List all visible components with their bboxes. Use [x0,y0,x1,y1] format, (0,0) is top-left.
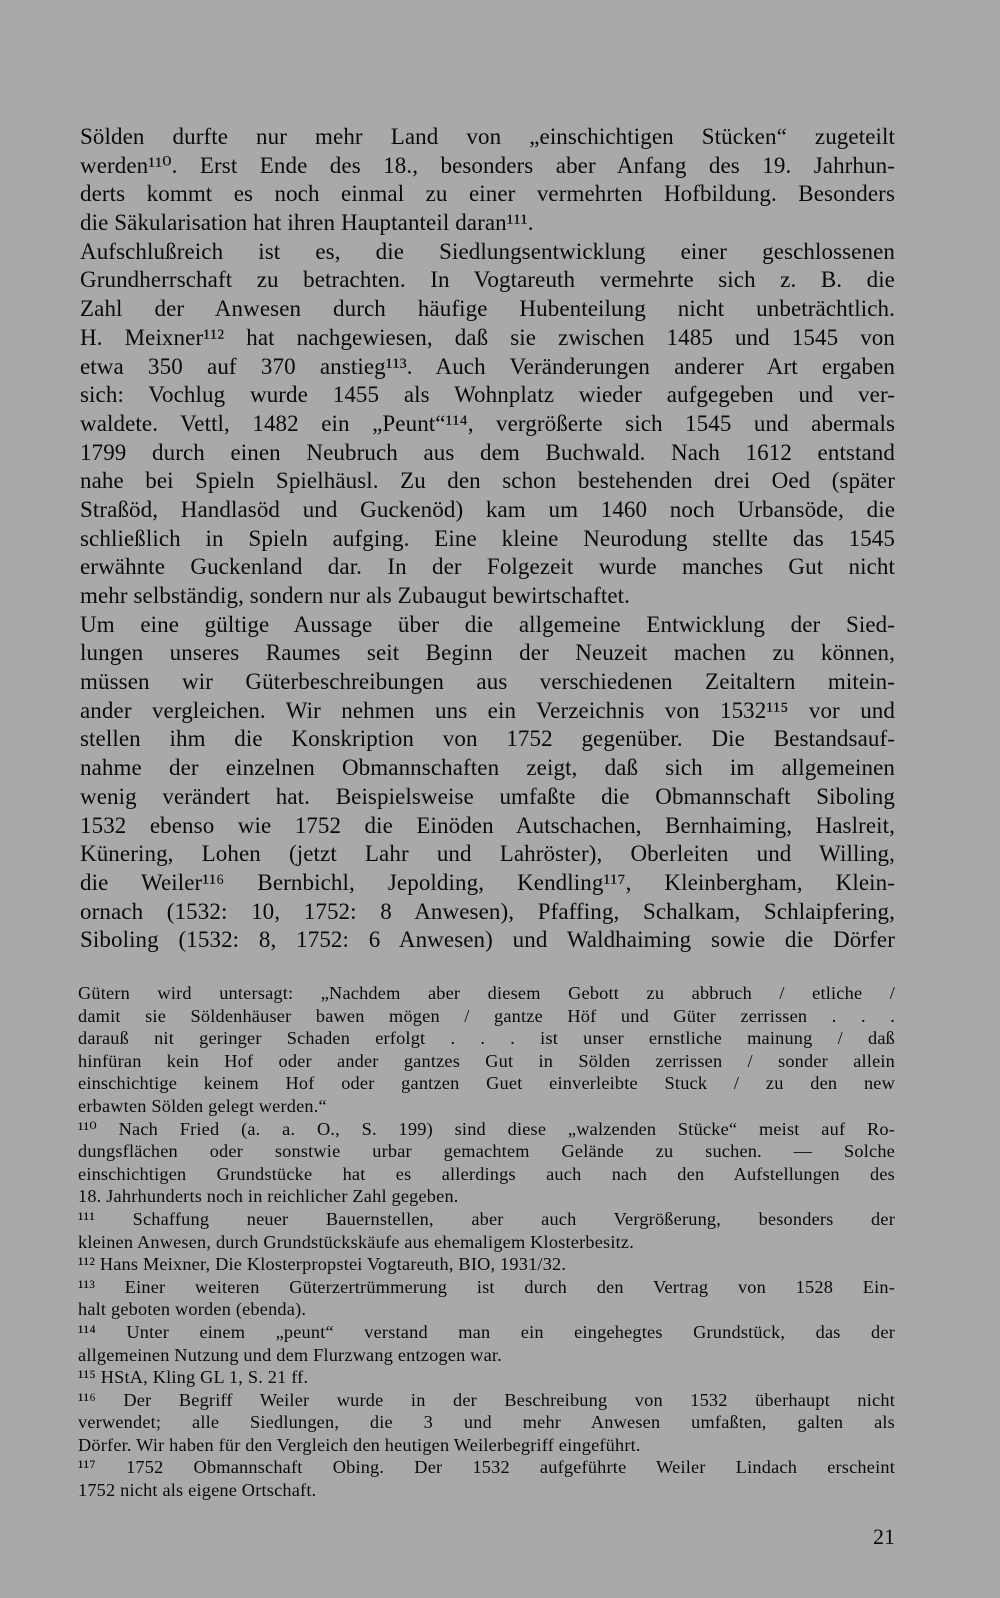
body-text-line: erwähnte Guckenland dar. In der Folgezeit wurde manches Gut nicht [80,554,895,580]
body-text-line: Aufschlußreich ist es, die Siedlungsentwicklung einer geschlossenen [80,238,895,264]
footnotes-section [78,982,895,1502]
body-text-line: wenig verändert hat. Beispielsweise umfaßte die Obmannschaft Siboling [80,783,895,809]
body-text-line: Grundherrschaft zu betrachten. In Vogtareuth vermehrte sich z. B. die [80,267,895,293]
footnote-line: hinfüran kein Hof oder ander gantzes Gut in Sölden zerrissen / sonder allein [78,1050,895,1071]
body-text-line: waldete. Vettl, 1482 ein „Peunt“¹¹⁴, vergrößerte sich 1545 und abermals [80,410,895,436]
body-text-line: etwa 350 auf 370 anstieg¹¹³. Auch Veränderungen anderer Art ergaben [80,353,895,379]
body-text-line: Künering, Lohen (jetzt Lahr und Lahröster), Oberleiten und Willing, [80,841,895,867]
footnote-line: ¹¹⁷ 1752 Obmannschaft Obing. Der 1532 aufgeführte Weiler Lindach erscheint [78,1457,895,1478]
body-text-line: ornach (1532: 10, 1752: 8 Anwesen), Pfaffing, Schalkam, Schlaipfering, [80,898,895,924]
footnote-line: ¹¹⁵ HStA, Kling GL 1, S. 21 ff. [78,1367,309,1388]
body-text-line: die Säkularisation hat ihren Hauptanteil daran¹¹¹. [80,210,534,236]
body-text-line: H. Meixner¹¹² hat nachgewiesen, daß sie zwischen 1485 und 1545 von [80,324,895,350]
footnote-line: ¹¹³ Einer weiteren Güterzertrümmerung ist durch den Vertrag von 1528 Ein- [78,1276,895,1297]
footnote-line: ¹¹² Hans Meixner, Die Klosterpropstei Vogtareuth, BIO, 1931/32. [78,1254,567,1275]
footnote-line: ¹¹⁴ Unter einem „peunt“ verstand man ein eingehegtes Grundstück, das der [78,1321,895,1342]
body-text-line: Siboling (1532: 8, 1752: 6 Anwesen) und Waldhaiming sowie die Dörfer [80,927,895,953]
footnote-line: Dörfer. Wir haben für den Vergleich den heutigen Weilerbegriff eingeführt. [78,1434,641,1455]
footnote-line: dungsflächen oder sonstwie urbar gemachtem Gelände zu suchen. — Solche [78,1141,895,1162]
body-text-line: die Weiler¹¹⁶ Bernbichl, Jepolding, Kendling¹¹⁷, Kleinbergham, Klein- [80,869,895,895]
footnote-line: ¹¹⁶ Der Begriff Weiler wurde in der Beschreibung von 1532 überhaupt nicht [78,1389,895,1410]
body-text-line: Straßöd, Handlasöd und Guckenöd) kam um 1460 noch Urbansöde, die [80,496,895,522]
body-text-line: stellen ihm die Konskription von 1752 gegenüber. Die Bestandsauf- [80,726,895,752]
body-text-line: derts kommt es noch einmal zu einer vermehrten Hofbildung. Besonders [80,181,895,207]
footnote-line: damit sie Söldenhäuser bawen mögen / gantze Höf und Güter zerrissen . . . [78,1005,895,1026]
footnote-line: erbawten Sölden gelegt werden.“ [78,1095,327,1116]
footnote-line: 18. Jahrhunderts noch in reichlicher Zahl gegeben. [78,1186,459,1207]
body-text-line: müssen wir Güterbeschreibungen aus verschiedenen Zeitaltern mitein- [80,669,895,695]
body-text-line: werden¹¹⁰. Erst Ende des 18., besonders aber Anfang des 19. Jahrhun- [80,152,895,178]
body-text-line: nahe bei Spieln Spielhäusl. Zu den schon bestehenden drei Oed (später [80,468,895,494]
body-text-line: lungen unseres Raumes seit Beginn der Neuzeit machen zu können, [80,640,895,666]
footnote-line: Gütern wird untersagt: „Nachdem aber diesem Gebott zu abbruch / etliche / [78,983,895,1003]
footnote-line: kleinen Anwesen, durch Grundstückskäufe aus ehemaligem Klosterbesitz. [78,1231,634,1252]
main-body-text [80,123,895,955]
footnote-line: verwendet; alle Siedlungen, die 3 und mehr Anwesen umfaßten, galten als [78,1412,895,1433]
page-number: 21 [873,1524,895,1549]
body-text-line: nahme der einzelnen Obmannschaften zeigt, daß sich im allgemeinen [80,755,895,781]
body-text-line: schließlich in Spieln aufging. Eine kleine Neurodung stellte das 1545 [80,525,895,551]
body-text-line: sich: Vochlug wurde 1455 als Wohnplatz wieder aufgegeben und ver- [80,382,895,408]
footnote-line: einschichtige keinem Hof oder gantzen Guet einverleibte Stuck / zu den new [78,1073,895,1094]
body-text-line: Zahl der Anwesen durch häufige Hubenteilung nicht unbeträchtlich. [80,296,895,322]
footnote-line: darauß nit geringer Schaden erfolgt . . . ist unser ernstliche mainung / daß [78,1028,895,1049]
body-text-line: Sölden durfte nur mehr Land von „einschichtigen Stücken“ zugeteilt [80,124,895,149]
footnote-line: ¹¹⁰ Nach Fried (a. a. O., S. 199) sind diese „walzenden Stücke“ meist auf Ro- [78,1118,895,1139]
body-text-line: 1532 ebenso wie 1752 die Einöden Autschachen, Bernhaiming, Haslreit, [80,812,895,838]
footnote-line: ¹¹¹ Schaffung neuer Bauernstellen, aber auch Vergrößerung, besonders der [78,1208,895,1229]
body-text-line: Um eine gültige Aussage über die allgemeine Entwicklung der Sied- [80,611,895,637]
footnote-line: einschichtigen Grundstücke hat es allerdings auch nach den Aufstellungen des [78,1163,895,1184]
footnote-line: allgemeinen Nutzung und dem Flurzwang entzogen war. [78,1344,502,1365]
body-text-line: ander vergleichen. Wir nehmen uns ein Verzeichnis von 1532¹¹⁵ vor und [80,697,895,723]
body-text-line: mehr selbständig, sondern nur als Zubaugut bewirtschaftet. [80,583,630,608]
footnote-line: halt geboten worden (ebenda). [78,1299,307,1320]
footnote-line: 1752 nicht als eigene Ortschaft. [78,1480,317,1501]
body-text-line: 1799 durch einen Neubruch aus dem Buchwald. Nach 1612 entstand [80,439,895,465]
